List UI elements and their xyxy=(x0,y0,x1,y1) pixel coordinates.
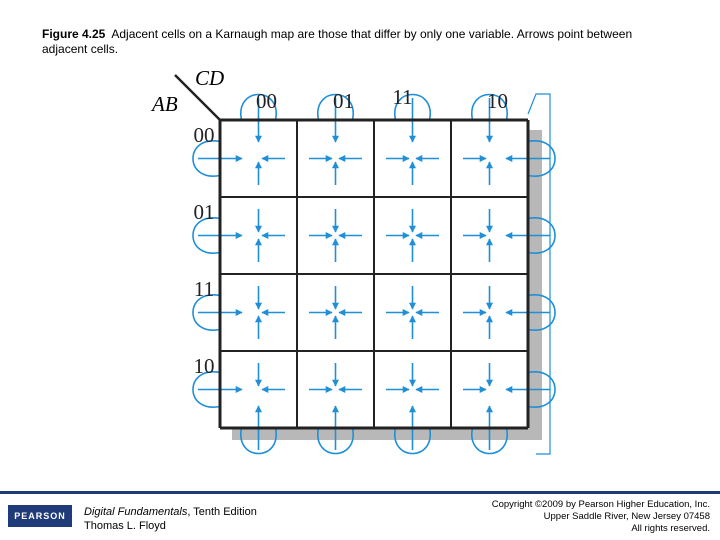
book-title: Digital Fundamentals xyxy=(84,506,188,518)
book-info xyxy=(84,505,257,533)
caption-text: Adjacent cells on a Karnaugh map are those that differ by only one variable. Arrows point between adjacent cells. xyxy=(42,27,633,56)
copyright-line-2: Upper Saddle River, New Jersey 07458 xyxy=(543,511,710,522)
column-label-00: 00 xyxy=(256,89,277,113)
row-label-00: 00 xyxy=(193,123,215,147)
column-label-11: 11 xyxy=(392,85,413,109)
column-label-10: 10 xyxy=(487,89,508,113)
copyright-line-3: All rights reserved. xyxy=(631,523,710,534)
copyright-line-1: Copyright ©2009 by Pearson Higher Education, Inc. xyxy=(491,499,710,510)
row-label-01: 01 xyxy=(193,200,215,224)
row-labels xyxy=(194,123,215,378)
row-variable-label: AB xyxy=(152,92,178,116)
book-edition: , Tenth Edition xyxy=(187,506,257,518)
footer-divider xyxy=(0,491,720,494)
book-author: Thomas L. Floyd xyxy=(84,520,166,532)
column-labels xyxy=(256,85,508,113)
copyright-notice xyxy=(450,499,710,535)
row-label-10: 10 xyxy=(193,354,215,378)
col-variable-label: CD xyxy=(195,66,225,90)
column-label-01: 01 xyxy=(333,89,354,113)
publisher-logo: PEARSON xyxy=(8,505,72,527)
row-label-11: 11 xyxy=(193,277,215,301)
figure-number: Figure 4.25 xyxy=(42,27,106,41)
